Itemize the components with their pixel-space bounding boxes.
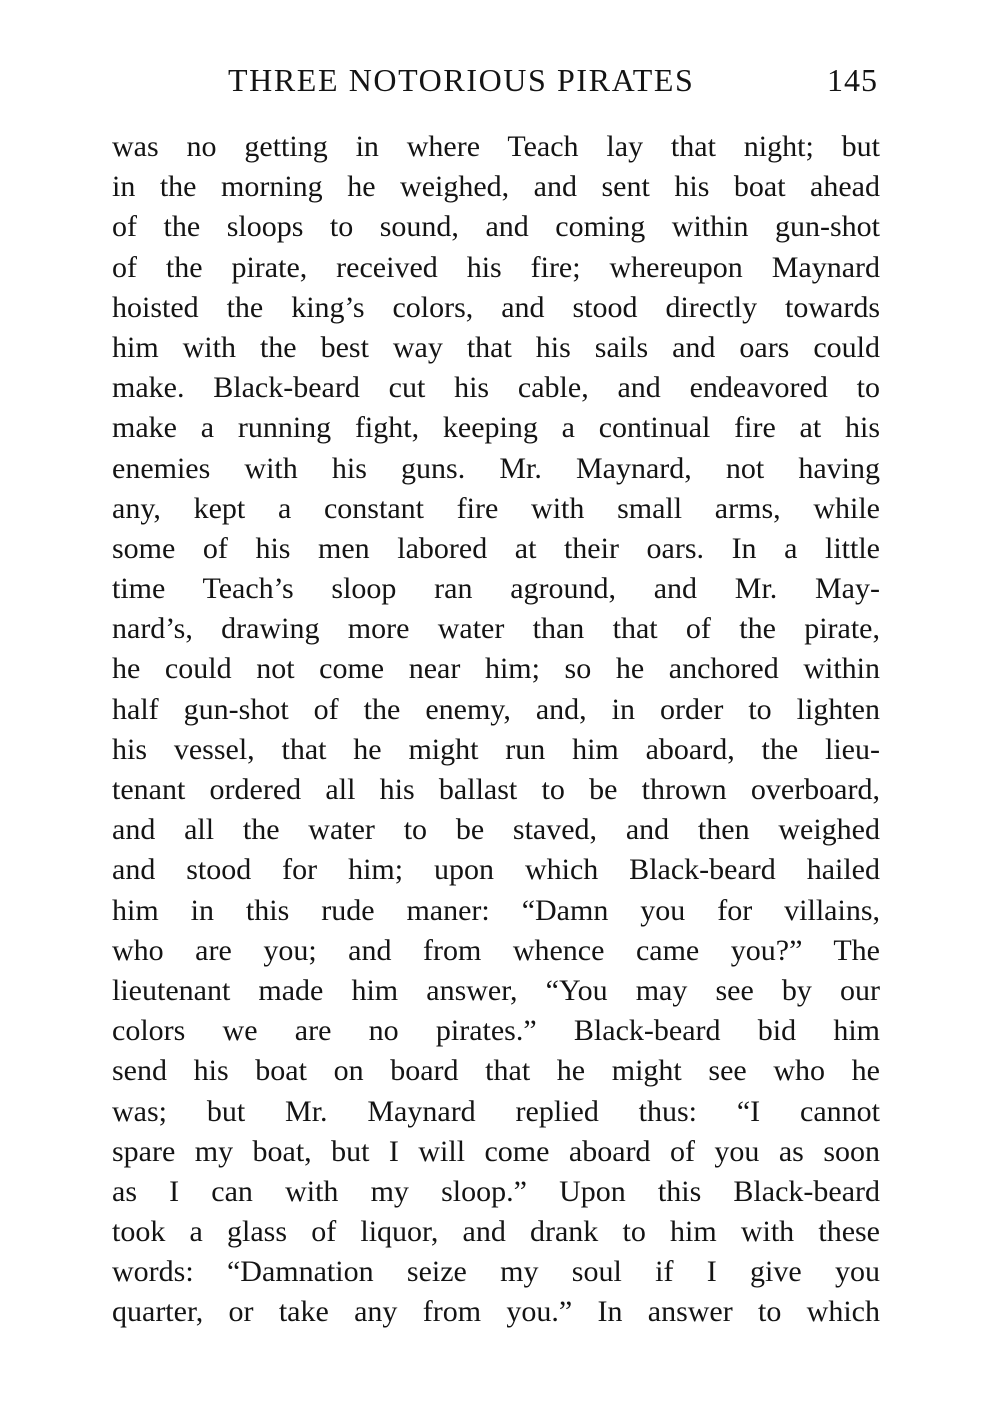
page-number: 145 — [827, 62, 878, 98]
text-line: was no getting in where Teach lay that night; but — [112, 130, 880, 163]
text-line: lieutenant made him answer, “You may see by our — [112, 973, 880, 1007]
text-line: his vessel, that he might run him aboard, the lieu- — [112, 732, 880, 766]
body-text — [112, 127, 880, 1333]
text-line: took a glass of liquor, and drank to him with these — [112, 1215, 880, 1249]
running-header — [110, 58, 878, 102]
text-line: send his boat on board that he might see who he — [112, 1054, 880, 1088]
text-line: he could not come near him; so he anchored within — [112, 652, 880, 686]
text-line: and stood for him; upon which Black-beard hailed — [112, 853, 880, 887]
text-line: make a running fight, keeping a continual fire at his — [112, 411, 880, 445]
text-line: as I can with my sloop.” Upon this Black-beard — [112, 1174, 880, 1208]
text-line: was; but Mr. Maynard replied thus: “I cannot — [112, 1094, 880, 1128]
text-line: make. Black-beard cut his cable, and endeavored to — [112, 371, 880, 405]
text-line: quarter, or take any from you.” In answer to which — [112, 1295, 880, 1329]
text-line: and all the water to be staved, and then weighed — [112, 813, 880, 847]
text-line: half gun-shot of the enemy, and, in order to lighten — [112, 692, 880, 726]
text-line: colors we are no pirates.” Black-beard bid him — [112, 1014, 880, 1048]
text-line: any, kept a constant fire with small arms, while — [112, 491, 880, 525]
text-line: enemies with his guns. Mr. Maynard, not having — [112, 451, 880, 485]
text-line: hoisted the king’s colors, and stood directly towards — [112, 290, 880, 324]
text-line: who are you; and from whence came you?” The — [112, 933, 880, 967]
text-line: time Teach’s sloop ran aground, and Mr. May- — [112, 572, 880, 606]
text-line: nard’s, drawing more water than that of the pirate, — [112, 612, 880, 646]
text-line: in the morning he weighed, and sent his boat ahead — [112, 170, 880, 204]
text-line: spare my boat, but I will come aboard of you as soon — [112, 1134, 880, 1168]
text-line: of the sloops to sound, and coming within gun-shot — [112, 210, 880, 244]
text-line: him in this rude maner: “Damn you for villains, — [112, 893, 880, 927]
running-title: THREE NOTORIOUS PIRATES — [228, 62, 695, 98]
text-line: words: “Damnation seize my soul if I give you — [112, 1255, 880, 1289]
text-line: of the pirate, received his fire; whereupon Maynard — [112, 250, 880, 284]
text-line: some of his men labored at their oars. In a little — [112, 531, 880, 565]
text-line: him with the best way that his sails and oars could — [112, 330, 880, 364]
text-line: tenant ordered all his ballast to be thrown overboard, — [112, 773, 880, 806]
